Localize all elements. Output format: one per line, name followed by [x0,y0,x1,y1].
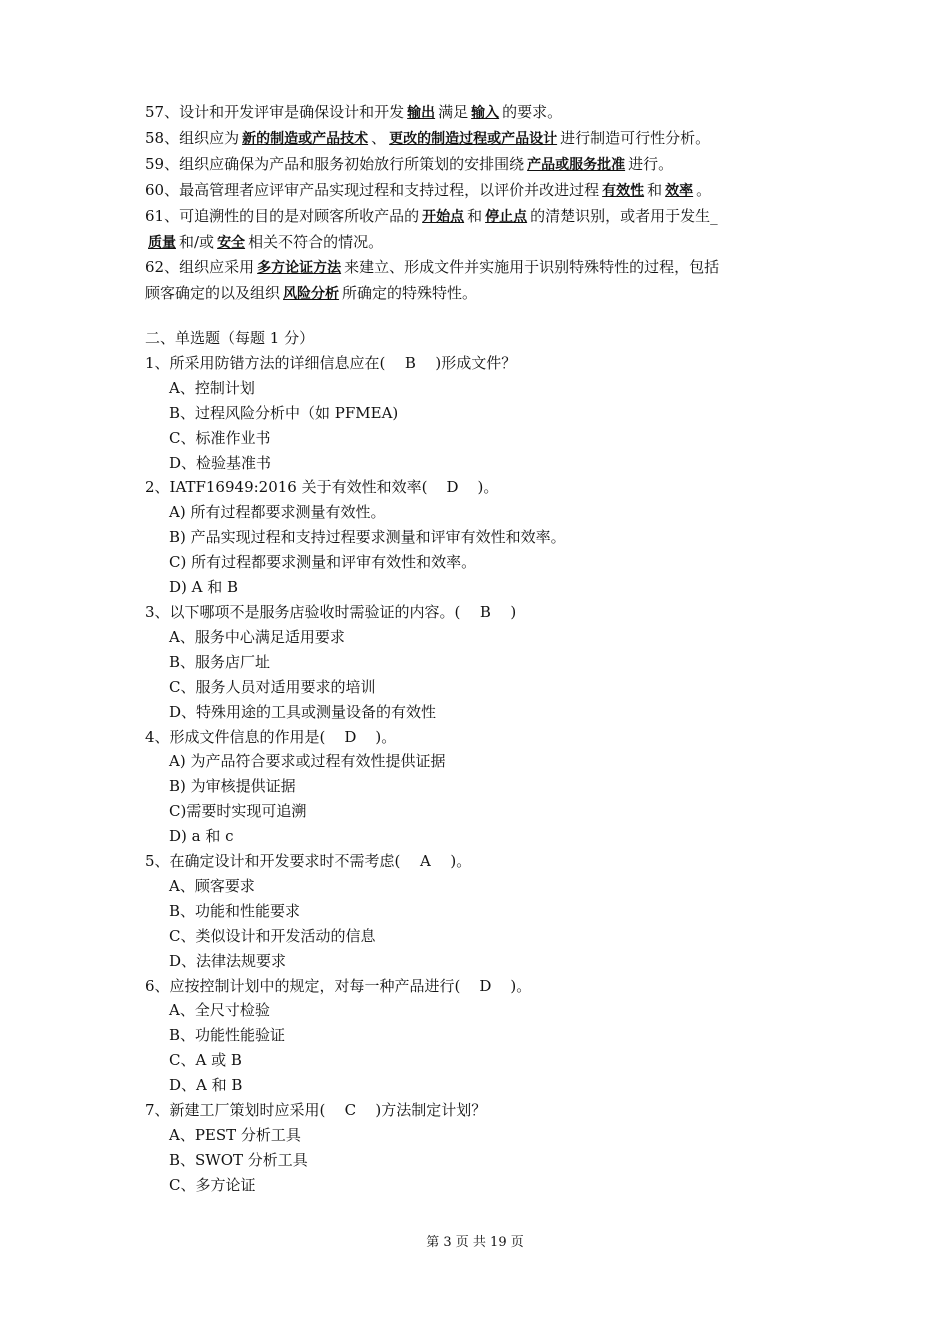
item-text: 相关不符合的情况。 [248,232,384,251]
fill-item-60 [145,178,820,204]
answer-option: B、功能和性能要求 [169,901,301,920]
answer-option: B、功能性能验证 [169,1026,286,1045]
answer-option: C、A 或 B [169,1051,242,1070]
question-stem [145,600,820,625]
answer-option: A、控制计划 [169,378,255,397]
answer-letter: A [419,852,431,871]
question-text-end: )形成文件？ [435,353,517,372]
answer-option: C、多方论证 [169,1175,256,1194]
answer-option: C)需要时实现可追溯 [169,802,307,821]
answer-letter: D [446,478,459,497]
item-text: 满足 [438,103,469,121]
question-text-end: )。 [510,976,532,995]
item-text: 。 [696,180,712,199]
answer-letter: B [404,353,416,372]
filled-answer: 多方论证方法 [257,260,342,277]
answer-option: A) 所有过程都要求测量有效性。 [169,503,386,522]
answer-option: A、服务中心满足适用要求 [169,627,345,646]
item-text: 和 [467,206,483,225]
question-text: 3、以下哪项不是服务店验收时需验证的内容。( [145,602,461,621]
fill-item-62b [145,281,820,307]
item-text: 60、最高管理者应评审产品实现过程和支持过程，以评价并改进过程 [145,180,600,199]
answer-option: C、服务人员对适用要求的培训 [169,677,376,696]
item-text: 62、组织应采用 [145,258,255,277]
filled-answer: 安全 [217,234,246,251]
filled-answer: 有效性 [602,182,645,199]
filled-answer: 产品或服务批准 [527,156,626,173]
question-text-end: )方法制定计划？ [375,1101,487,1120]
question-stem [145,725,820,750]
question-stem [145,1098,820,1123]
question-text: 5、在确定设计和开发要求时不需考虑( [145,852,401,871]
item-text: 59、组织应确保为产品和服务初始放行所策划的安排围绕 [145,154,525,173]
question-text-end: ) [510,602,517,621]
question-text-end: )。 [477,478,499,497]
answer-option: A、顾客要求 [169,876,255,895]
item-text: 顾客确定的以及组织 [145,284,281,303]
fill-item-61b [145,230,820,256]
fill-item-59 [145,152,820,178]
answer-letter: D [479,976,492,995]
answer-option: B、服务店厂址 [169,652,271,671]
answer-option: D) a 和 c [169,827,234,846]
filled-answer: 输出 [407,105,436,121]
fill-item-61a [145,204,820,230]
fill-item-58 [145,126,820,152]
item-text: 来建立、形成文件并实施用于识别特殊特性的过程，包括 [344,258,720,277]
answer-option: A) 为产品符合要求或过程有效性提供证据 [169,752,446,771]
filled-answer: 更改的制造过程或产品设计 [389,130,558,147]
answer-option: D、A 和 B [169,1076,243,1095]
question-text: 1、所采用防错方法的详细信息应在( [145,353,386,372]
question-stem [145,351,820,376]
item-text: 和 [647,180,663,199]
answer-option: B) 产品实现过程和支持过程要求测量和评审有效性和效率。 [169,528,566,547]
single-choice-section [145,326,820,1198]
item-text: 61、可追溯性的目的是对顾客所收产品的 [145,206,420,225]
answer-option: B) 为审核提供证据 [169,777,296,796]
page-footer: 第 3 页 共 19 页 [426,1235,524,1250]
filled-answer: 质量 [148,234,176,251]
answer-option: D、法律法规要求 [169,951,287,970]
filled-answer: 输入 [471,105,500,121]
answer-option: D、特殊用途的工具或测量设备的有效性 [169,702,437,721]
question-stem [145,849,820,874]
question-stem [145,974,820,999]
answer-option: B、SWOT 分析工具 [169,1150,308,1169]
question-text-end: )。 [375,727,397,746]
item-text: 的要求。 [502,103,563,121]
answer-option: D、检验基准书 [169,453,272,472]
answer-letter: C [344,1101,357,1120]
answer-option: A、全尺寸检验 [169,1001,270,1020]
answer-option: C) 所有过程都要求测量和评审有效性和效率。 [169,553,477,572]
question-text: 6、应按控制计划中的规定，对每一种产品进行( [145,976,461,995]
answer-option: C、类似设计和开发活动的信息 [169,926,376,945]
filled-answer: 开始点 [422,208,465,225]
fill-item-57 [145,100,820,126]
item-text: 进行。 [628,154,674,173]
question-stem [145,475,820,500]
answer-option: B、过程风险分析中（如 PFMEA) [169,403,399,422]
section-title: 二、单选题（每题 1 分） [145,329,315,347]
answer-option: D) A 和 B [169,578,239,597]
question-text: 7、新建工厂策划时应采用( [145,1101,326,1120]
answer-option: C、标准作业书 [169,428,271,447]
filled-answer: 效率 [665,182,694,199]
answer-option: A、PEST 分析工具 [169,1126,301,1144]
question-text: 4、形成文件信息的作用是( [145,727,326,746]
item-text: 58、组织应为 [145,128,240,147]
filled-answer: 新的制造或产品技术 [242,130,369,147]
question-text-end: )。 [450,852,472,871]
item-text: 所确定的特殊特性。 [342,284,478,303]
filled-answer: 停止点 [485,208,528,225]
answer-letter: D [344,727,357,746]
filled-answer: 风险分析 [283,286,340,303]
item-text: 和/或 [179,232,215,251]
item-text: 、 [371,128,387,147]
fill-in-blank-section [145,100,820,307]
question-text: 2、IATF16949:2016 关于有效性和效率( [145,478,428,497]
item-text: 进行制造可行性分析。 [560,128,711,147]
item-text: 57、设计和开发评审是确保设计和开发 [145,103,405,121]
item-text: 的清楚识别，或者用于发生_ [530,206,718,225]
fill-item-62a [145,255,820,281]
answer-letter: B [479,602,491,621]
